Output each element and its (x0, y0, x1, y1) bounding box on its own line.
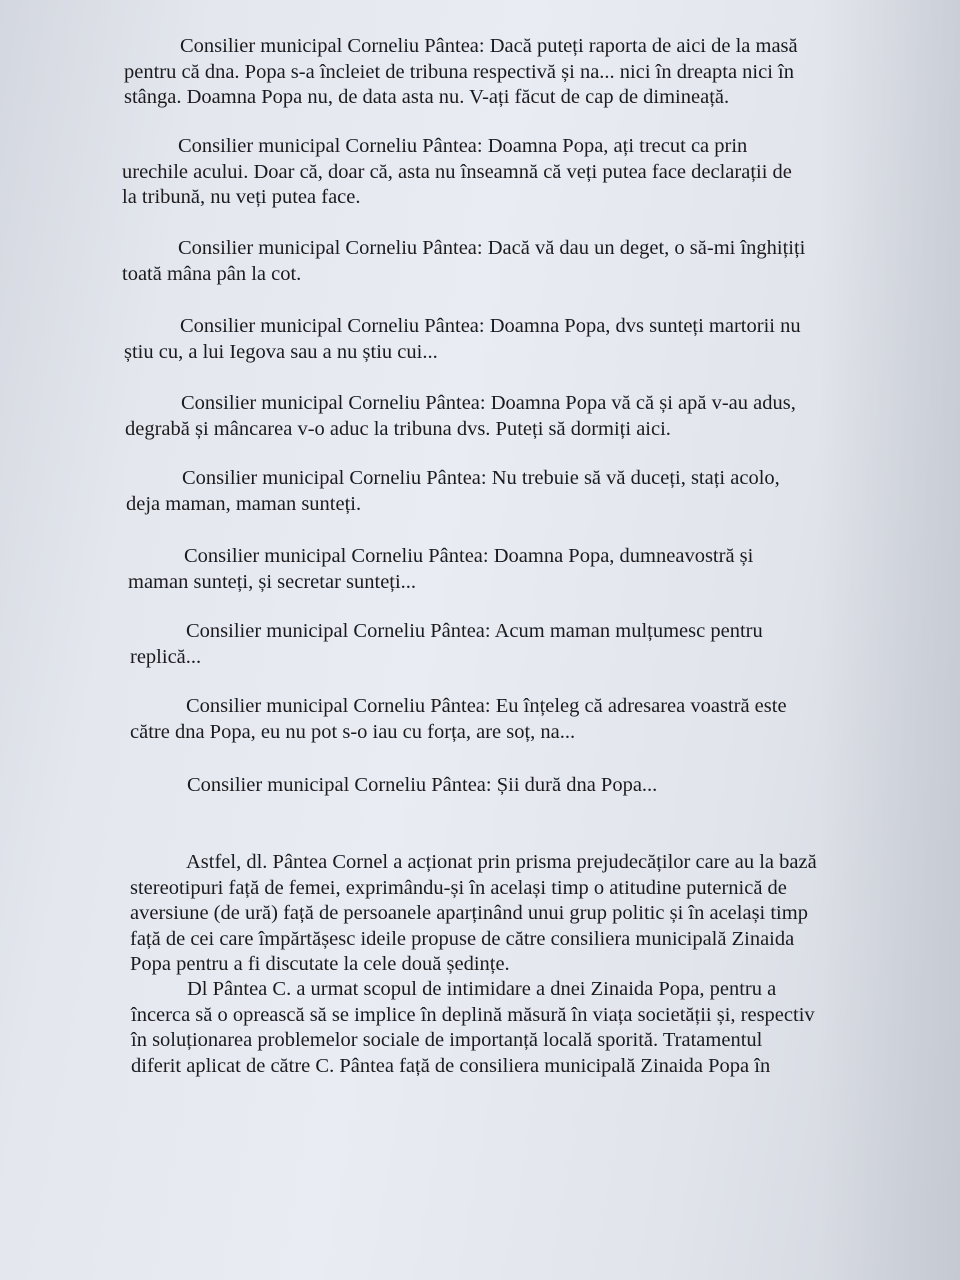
text-line: pentru că dna. Popa s-a încleiet de tribuna respectivă și na... nici în dreapta nici în (124, 60, 794, 83)
statement-paragraph (131, 773, 876, 799)
text-line: degrabă și mâncarea v-o aduc la tribuna dvs. Puteți să dormiți aici. (125, 417, 671, 440)
text-line: maman sunteți, și secretar sunteți... (128, 570, 417, 593)
text-line: deja maman, maman sunteți. (126, 492, 362, 515)
text-line: în soluționarea problemelor sociale de importanță locală sporită. Tratamentul (131, 1029, 763, 1051)
statement-paragraph (122, 134, 870, 211)
text-line: Consilier municipal Corneliu Pântea: Dacă vă dau un deget, o să-mi înghițiți (178, 237, 806, 259)
statement-paragraph (130, 694, 875, 745)
text-line: Consilier municipal Corneliu Pântea: Doamna Popa, dumneavostră și (184, 545, 754, 567)
statement-paragraph (126, 466, 876, 517)
text-line: Consilier municipal Corneliu Pântea: Dacă puteți raporta de aici de la masă (180, 35, 798, 57)
text-line: Consilier municipal Corneliu Pântea: Șii dură dna Popa... (187, 774, 658, 796)
text-line: știu cu, a lui Iegova sau a nu știu cui... (124, 340, 438, 363)
statement-paragraph (125, 391, 877, 442)
text-line: Consilier municipal Corneliu Pântea: Nu trebuie să vă duceți, stați acolo, (182, 467, 780, 489)
text-line: Astfel, dl. Pântea Cornel a acționat prin prisma prejudecăților care au la bază (186, 851, 817, 873)
text-line: toată mâna pân la cot. (122, 262, 302, 285)
text-line: la tribună, nu veți putea face. (122, 186, 361, 208)
text-line: Consilier municipal Corneliu Pântea: Acum maman mulțumesc pentru (186, 620, 763, 642)
text-line: încerca să o oprească să se implice în deplină măsură în viața societății și, respectiv (131, 1003, 815, 1026)
text-line: aversiune (de ură) față de persoanele aparținând unui grup politic și în același timp (130, 902, 808, 924)
text-line: față de cei care împărtășesc ideile propuse de către consiliera municipală Zinaida (130, 927, 795, 950)
text-line: Consilier municipal Corneliu Pântea: Doamna Popa, dvs sunteți martorii nu (180, 315, 801, 337)
statement-paragraph (128, 544, 873, 595)
statement-paragraph (124, 314, 874, 365)
conclusion-paragraph (130, 850, 878, 978)
statement-paragraph (122, 236, 872, 287)
text-line: stânga. Doamna Popa nu, de data asta nu. V-ați făcut de cap de dimineață. (124, 86, 730, 108)
text-line: stereotipuri față de femei, exprimându-și în același timp o atitudine puternică de (130, 876, 787, 899)
statement-paragraph (130, 619, 875, 670)
conclusion-paragraph (131, 977, 879, 1079)
text-line: urechile acului. Doar că, doar că, asta nu înseamnă că veți putea face declarații de (122, 160, 792, 183)
text-line: către dna Popa, eu nu pot s-o iau cu forța, are soț, na... (130, 720, 576, 743)
text-line: diferit aplicat de către C. Pântea față de consiliera municipală Zinaida Popa în (131, 1054, 771, 1077)
text-line: Consilier municipal Corneliu Pântea: Eu înțeleg că adresarea voastră este (186, 695, 787, 717)
statement-paragraph (124, 34, 869, 111)
text-line: Dl Pântea C. a urmat scopul de intimidare a dnei Zinaida Popa, pentru a (187, 978, 777, 1000)
text-line: replică... (130, 645, 202, 668)
text-line: Consilier municipal Corneliu Pântea: Doamna Popa, ați trecut ca prin (178, 135, 748, 157)
text-line: Popa pentru a fi discutate la cele două ședințe. (130, 953, 510, 975)
text-line: Consilier municipal Corneliu Pântea: Doamna Popa vă că și apă v-au adus, (181, 392, 796, 414)
